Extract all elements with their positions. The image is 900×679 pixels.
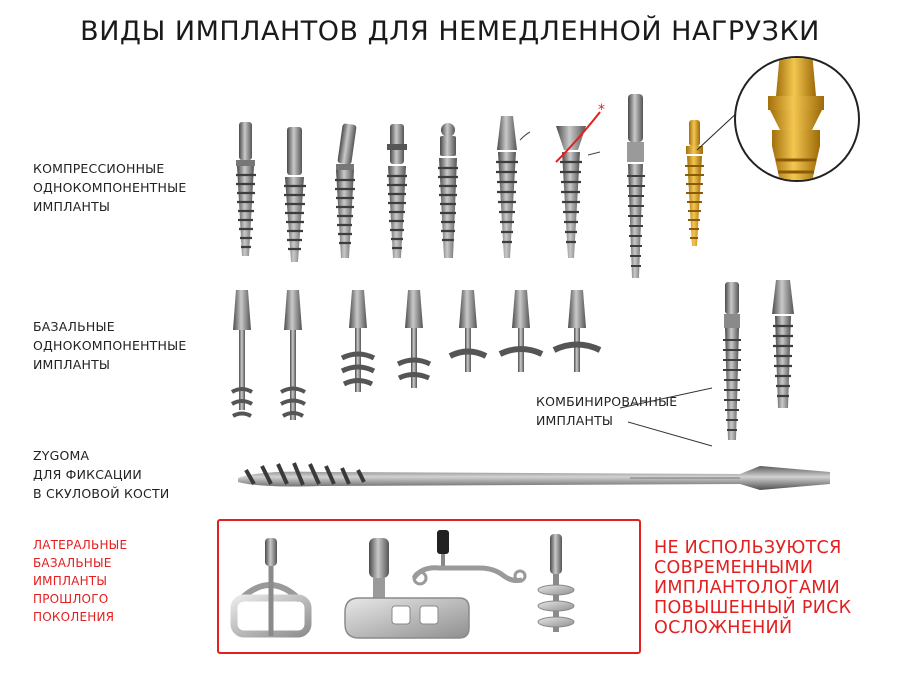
svg-text:*: * [598, 102, 605, 118]
combined-label-line: КОМБИНИРОВАННЫЕ [536, 394, 678, 409]
basal-label-line: БАЗАЛЬНЫЕ [33, 319, 115, 334]
basal-implants-row [232, 290, 600, 420]
zygoma-label-line: В СКУЛОВОЙ КОСТИ [33, 486, 170, 501]
warning-line: НЕ ИСПОЛЬЗУЮТСЯ [654, 538, 842, 558]
compression-implant [556, 102, 605, 258]
basal-implant [398, 290, 430, 388]
combined-implants-group [620, 280, 794, 446]
basal-label-line: ОДНОКОМПОНЕНТНЫЕ [33, 338, 187, 353]
zygoma-label-line: ZYGOMA [33, 448, 90, 463]
compression-implants-row [236, 52, 859, 278]
basal-implant [500, 290, 542, 372]
basal-implant [232, 290, 252, 416]
basal-implant [342, 290, 374, 392]
compression-implant [627, 94, 645, 278]
gold-implant-zoom-circle [735, 52, 859, 190]
combined-implant [772, 280, 794, 408]
lateral-implant [414, 530, 525, 584]
compression-implant [438, 123, 458, 258]
warning-line: ИМПЛАНТОЛОГАМИ [654, 578, 841, 598]
lateral-label-line: БАЗАЛЬНЫЕ [33, 556, 112, 570]
compression-implant [387, 124, 407, 258]
lateral-label-line: ЛАТЕРАЛЬНЫЕ [33, 538, 128, 552]
lateral-label-line: ПОКОЛЕНИЯ [33, 610, 115, 624]
warning-line: ПОВЫШЕННЫЙ РИСК [654, 598, 852, 618]
lateral-implant [234, 538, 308, 636]
compression-label-line: КОМПРЕССИОННЫЕ [33, 161, 165, 176]
page-title: ВИДЫ ИМПЛАНТОВ ДЛЯ НЕМЕДЛЕННОЙ НАГРУЗКИ [80, 16, 820, 47]
zygoma-label-line: ДЛЯ ФИКСАЦИИ [33, 467, 142, 482]
warning-line: СОВРЕМЕННЫМИ [654, 558, 814, 578]
lateral-label-line: ИМПЛАНТЫ [33, 574, 108, 588]
gold-compression-implant [685, 110, 740, 246]
combined-implant [723, 282, 741, 440]
compression-implant [335, 123, 357, 258]
lateral-implant [538, 534, 574, 632]
lateral-implant [345, 538, 469, 638]
basal-implant [450, 290, 486, 372]
lateral-implants-group [234, 530, 574, 638]
warning-line: ОСЛОЖНЕНИЙ [654, 618, 793, 638]
lateral-label-line: ПРОШЛОГО [33, 592, 109, 606]
compression-label-line: ОДНОКОМПОНЕНТНЫЕ [33, 180, 187, 195]
compression-implant [284, 127, 306, 262]
compression-label-line: ИМПЛАНТЫ [33, 199, 111, 214]
compression-implant [236, 122, 256, 256]
basal-label-line: ИМПЛАНТЫ [33, 357, 111, 372]
basal-implant [554, 290, 600, 372]
zygoma-implant [238, 463, 830, 490]
basal-implant [281, 290, 305, 420]
compression-implant [496, 116, 530, 258]
combined-label-line: ИМПЛАНТЫ [536, 413, 614, 428]
